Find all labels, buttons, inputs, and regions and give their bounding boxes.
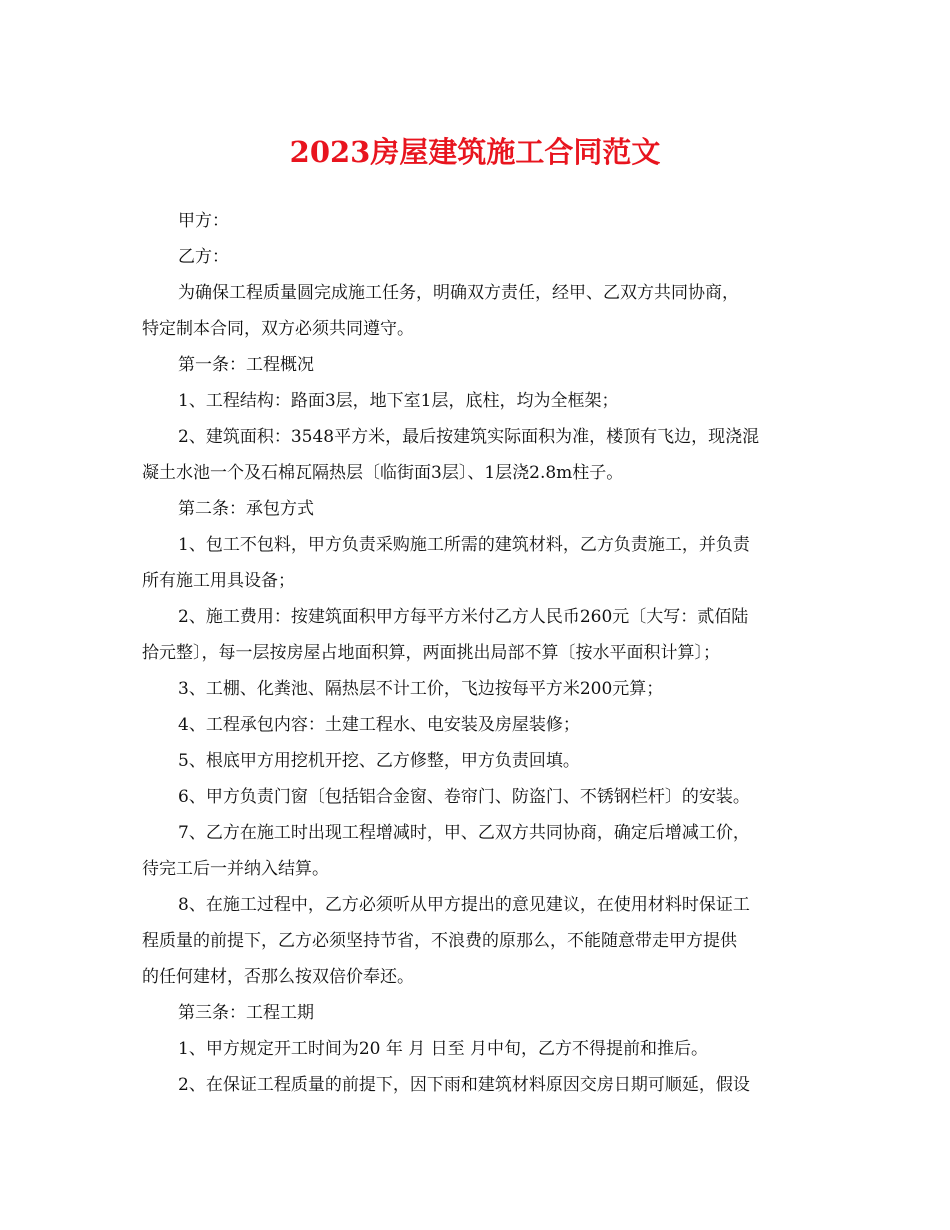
document-body	[142, 203, 807, 1103]
paragraph-line: 2、在保证工程质量的前提下，因下雨和建筑材料原因交房日期可顺延，假设	[178, 1075, 750, 1095]
paragraph	[142, 1067, 807, 1103]
paragraph-line: 1、包工不包料，甲方负责采购施工所需的建筑材料，乙方负责施工，并负责	[178, 535, 750, 555]
paragraph	[142, 203, 807, 239]
paragraph	[142, 779, 807, 815]
paragraph-line: 第二条：承包方式	[178, 499, 314, 519]
paragraph-line: 4、工程承包内容：土建工程水、电安装及房屋装修；	[178, 715, 580, 735]
paragraph	[142, 1031, 807, 1067]
paragraph-line: 凝土水池一个及石棉瓦隔热层〔临街面3层〕、1层浇2.8m柱子。	[142, 463, 624, 483]
paragraph-line: 为确保工程质量圆完成施工任务，明确双方责任，经甲、乙双方共同协商，	[178, 283, 739, 303]
paragraph-line: 2、施工费用：按建筑面积甲方每平方米付乙方人民币260元〔大写：贰佰陆	[178, 607, 749, 627]
paragraph	[142, 599, 807, 671]
paragraph	[142, 347, 807, 383]
paragraph	[142, 743, 807, 779]
paragraph-line: 的任何建材，否那么按双倍价奉还。	[142, 967, 414, 987]
paragraph	[142, 275, 807, 347]
paragraph	[142, 491, 807, 527]
paragraph-line: 拾元整〕，每一层按房屋占地面积算，两面挑出局部不算〔按水平面积计算〕；	[142, 643, 720, 663]
paragraph	[142, 887, 807, 995]
paragraph	[142, 383, 807, 419]
paragraph-line: 所有施工用具设备；	[142, 571, 295, 591]
paragraph-line: 1、工程结构：路面3层，地下室1层，底柱，均为全框架；	[178, 391, 619, 411]
paragraph	[142, 527, 807, 599]
paragraph	[142, 995, 807, 1031]
paragraph-line: 6、甲方负责门窗〔包括铝合金窗、卷帘门、防盗门、不锈钢栏杆〕的安装。	[178, 787, 750, 807]
paragraph	[142, 815, 807, 887]
paragraph	[142, 671, 807, 707]
paragraph	[142, 419, 807, 491]
paragraph-line: 8、在施工过程中，乙方必须听从甲方提出的意见建议，在使用材料时保证工	[178, 895, 750, 915]
paragraph	[142, 239, 807, 275]
document-title: 2023房屋建筑施工合同范文	[289, 135, 661, 169]
paragraph-line: 程质量的前提下，乙方必须坚持节省，不浪费的原那么，不能随意带走甲方提供	[142, 931, 737, 951]
paragraph-line: 7、乙方在施工时出现工程增减时，甲、乙双方共同协商，确定后增减工价，	[178, 823, 750, 843]
paragraph-line: 第三条：工程工期	[178, 1003, 314, 1023]
paragraph-line: 第一条：工程概况	[178, 355, 314, 375]
paragraph-line: 3、工棚、化粪池、隔热层不计工价，飞边按每平方米200元算；	[178, 679, 664, 699]
paragraph	[142, 707, 807, 743]
paragraph-line: 特定制本合同，双方必须共同遵守。	[142, 319, 414, 339]
paragraph-line: 待完工后一并纳入结算。	[142, 859, 329, 879]
paragraph-line: 乙方：	[178, 247, 229, 267]
paragraph-line: 2、建筑面积：3548平方米，最后按建筑实际面积为准，楼顶有飞边，现浇混	[178, 427, 760, 447]
paragraph-line: 5、根底甲方用挖机开挖、乙方修整，甲方负责回填。	[178, 751, 580, 771]
paragraph-line: 甲方：	[178, 211, 229, 231]
paragraph-line: 1、甲方规定开工时间为20 年 月 日至 月中旬，乙方不得提前和推后。	[178, 1039, 709, 1059]
